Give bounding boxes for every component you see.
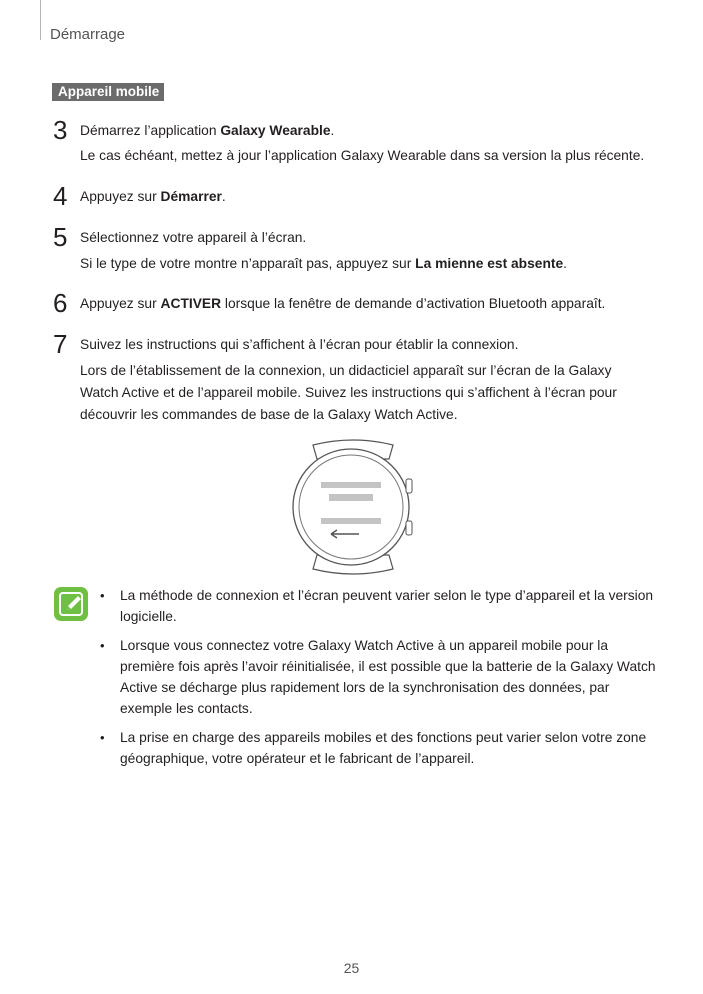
note-item (100, 635, 660, 719)
step-text: Appuyez sur (80, 189, 161, 204)
step-detail (80, 145, 652, 167)
step-emphasis: Galaxy Wearable (220, 123, 331, 138)
watch-illustration (289, 437, 417, 577)
section-title: Démarrage (50, 26, 126, 43)
header-rule (40, 0, 41, 40)
step-detail-text: Lors de l’établissement de la connexion, un didacticiel apparaît sur l’écran de la Galaxy Watch Active et de l’appareil mobile. Suivez les instructions qui s’affichent à l’écran pour découvrir les commandes de base de la Galaxy Watch Active. (80, 363, 617, 422)
step-text-end: . (221, 189, 226, 204)
bullet: • (100, 588, 105, 603)
step-text-end: . (330, 123, 335, 138)
note-text: La méthode de connexion et l’écran peuvent varier selon le type d’appareil et la version logicielle. (120, 588, 654, 624)
bullet: • (100, 730, 105, 745)
note-icon (54, 587, 88, 621)
step-number: 3 (53, 115, 68, 145)
step-number: 5 (53, 222, 68, 252)
note-item (100, 727, 660, 769)
step-detail (80, 253, 652, 275)
step-detail (80, 360, 652, 426)
step-instruction (80, 188, 226, 206)
page-number: 25 (343, 960, 360, 976)
screen-line-1 (321, 482, 381, 488)
step-detail-emphasis: La mienne est absente (415, 256, 564, 271)
note-text: La prise en charge des appareils mobiles et des fonctions peut varier selon votre zone géographique, votre opérateur et le fabricant de l’appareil. (120, 730, 647, 766)
notes-list (100, 585, 660, 777)
step-instruction (80, 336, 518, 354)
step-instruction (80, 295, 605, 313)
step-detail-end: . (563, 256, 567, 271)
step-text: Suivez les instructions qui s’affichent à l’écran pour établir la connexion. (80, 337, 519, 352)
step-instruction (80, 122, 334, 140)
pencil-note-icon (54, 587, 88, 621)
step-text: Appuyez sur (80, 296, 161, 311)
step-number: 6 (53, 288, 68, 318)
step-detail-text: Le cas échéant, mettez à jour l’application Galaxy Wearable dans sa version la plus récente. (80, 148, 645, 163)
step-text: Démarrez l’application (80, 123, 221, 138)
step-instruction (80, 229, 306, 247)
device-tag: Appareil mobile (52, 83, 164, 101)
step-emphasis: Démarrer (160, 189, 222, 204)
step-text-end: lorsque la fenêtre de demande d’activation Bluetooth apparaît. (221, 296, 606, 311)
step-detail-text: Si le type de votre montre n’apparaît pas, appuyez sur (80, 256, 416, 271)
watch-button-bottom (406, 521, 412, 535)
step-number: 7 (53, 329, 68, 359)
bullet: • (100, 638, 105, 653)
step-text: Sélectionnez votre appareil à l’écran. (80, 230, 307, 245)
step-emphasis: ACTIVER (160, 296, 222, 311)
watch-bezel (299, 455, 403, 559)
note-text: Lorsque vous connectez votre Galaxy Watch Active à un appareil mobile pour la première fois après l’avoir réinitialisée, il est possible que la batterie de la Galaxy Watch Active se décharge plus rapidement lors de la synchronisation des données, par exemple les contacts. (120, 638, 656, 716)
screen-line-3 (321, 518, 381, 524)
step-number: 4 (53, 181, 68, 211)
note-item (100, 585, 660, 627)
screen-line-2 (329, 494, 373, 501)
watch-button-top (406, 479, 412, 493)
